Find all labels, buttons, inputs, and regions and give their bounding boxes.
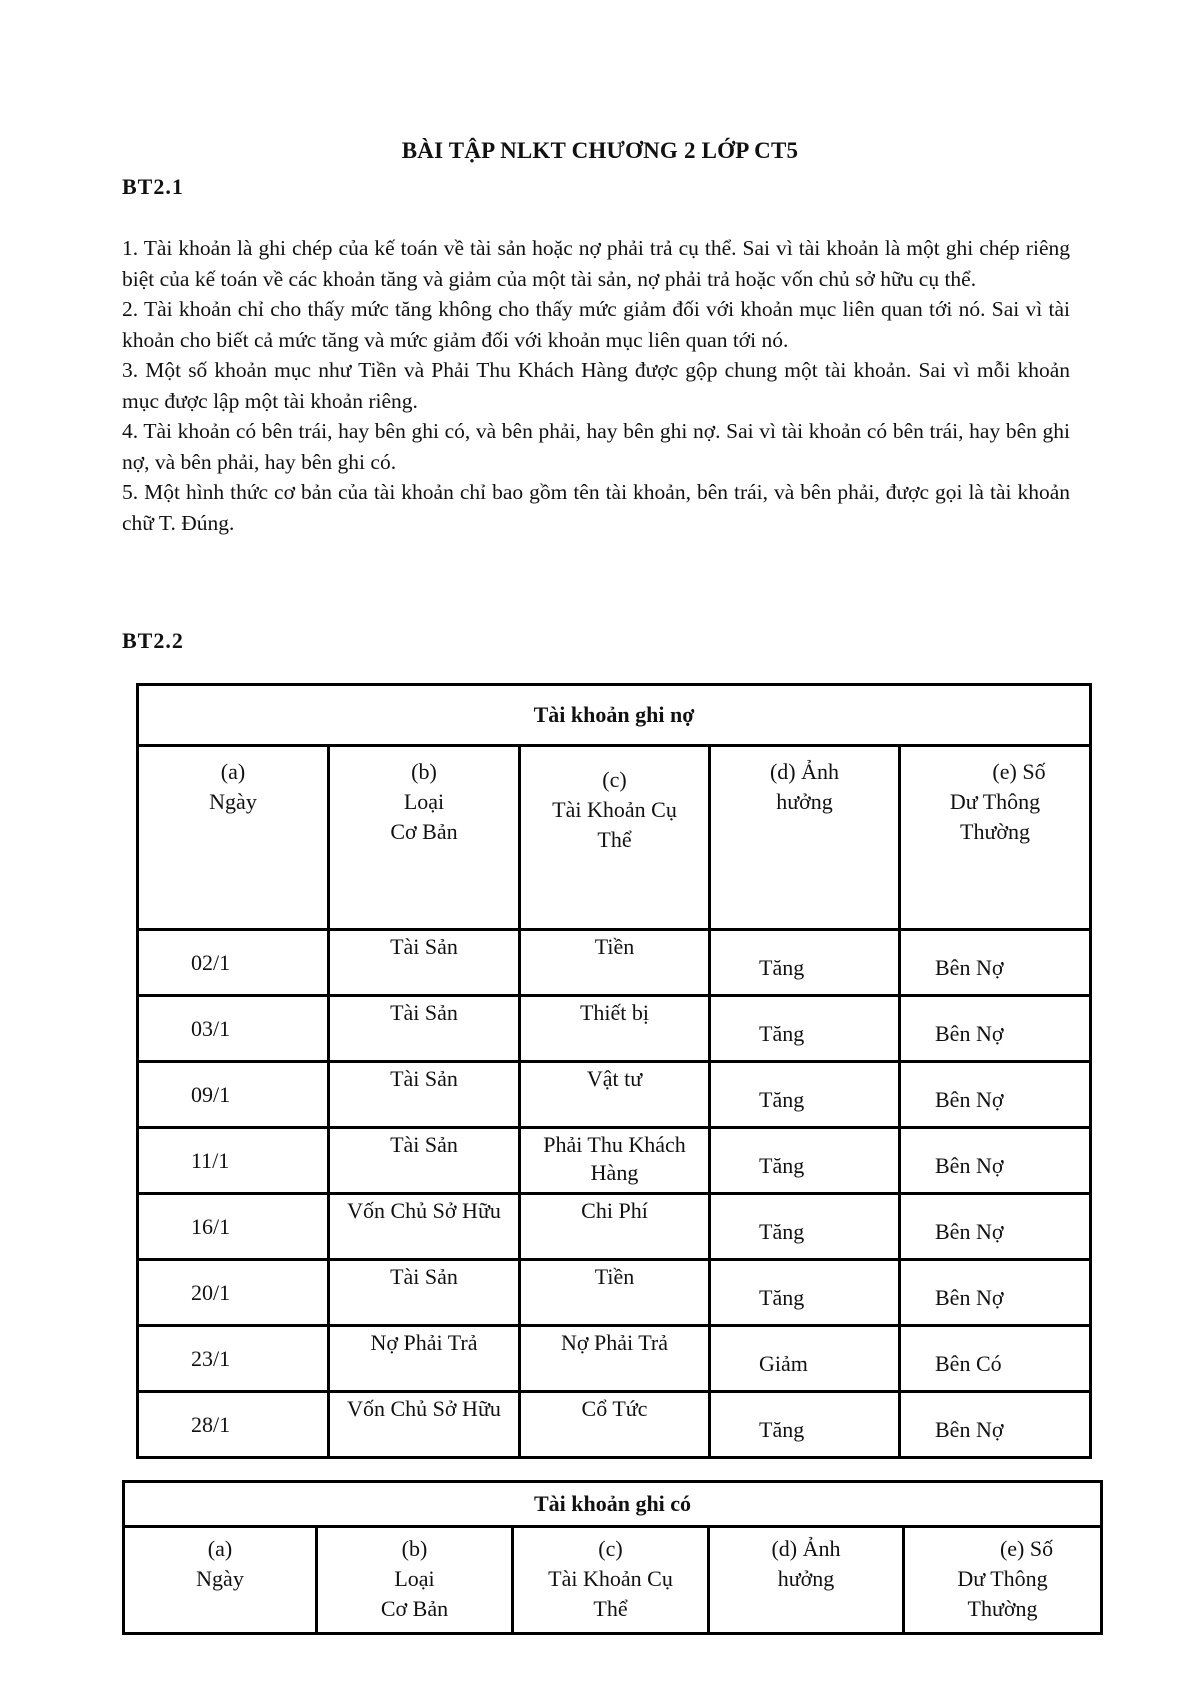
cell-normal-balance: Bên Nợ (900, 1128, 1091, 1194)
table-row (138, 1194, 1091, 1260)
cell-specific-account: Cổ Tức (520, 1392, 710, 1458)
header-basic-type: (b) Loại Cơ Bản (317, 1527, 513, 1634)
cell-basic-type: Vốn Chủ Sở Hữu (329, 1392, 520, 1458)
cell-specific-account: Phải Thu Khách Hàng (520, 1128, 710, 1194)
cell-basic-type: Tài Sản (329, 1128, 520, 1194)
answer-item: 1. Tài khoản là ghi chép của kế toán về tài sản hoặc nợ phải trả cụ thể. Sai vì tài khoản là một ghi chép riêng biệt của kế toán về các khoản tăng và giảm của một tài sản, nợ phải trả hoặc vốn chủ sở hữu cụ thể. (122, 236, 1070, 291)
table-header-row (124, 1527, 1102, 1634)
table-caption-row (138, 685, 1091, 746)
cell-normal-balance: Bên Nợ (900, 1392, 1091, 1458)
cell-basic-type: Tài Sản (329, 1260, 520, 1326)
bt21-answers (122, 233, 1070, 538)
cell-normal-balance: Bên Nợ (900, 930, 1091, 996)
answer-item: 4. Tài khoản có bên trái, hay bên ghi có, và bên phải, hay bên ghi nợ. Sai vì tài khoản có bên trái, hay bên ghi nợ, và bên phải, hay bên ghi có. (122, 419, 1070, 474)
table-row (138, 930, 1091, 996)
cell-normal-balance: Bên Nợ (900, 1194, 1091, 1260)
cell-date: 23/1 (138, 1326, 329, 1392)
cell-specific-account: Tiền (520, 930, 710, 996)
header-normal-balance: (e) Số Dư Thông Thường (900, 746, 1091, 930)
cell-effect: Tăng (710, 1392, 900, 1458)
answer-item: 3. Một số khoản mục như Tiền và Phải Thu Khách Hàng được gộp chung một tài khoản. Sai vì mỗi khoản mục được lập một tài khoản riêng. (122, 358, 1070, 413)
header-basic-type: (b) Loại Cơ Bản (329, 746, 520, 930)
cell-specific-account: Tiền (520, 1260, 710, 1326)
section-heading-bt22: BT2.2 (122, 628, 184, 653)
header-effect: (d) Ảnh hưởng (710, 746, 900, 930)
header-specific-account: (c) Tài Khoản Cụ Thể (520, 746, 710, 930)
debit-account-table (136, 683, 1092, 1459)
debit-table-body (138, 930, 1091, 1458)
cell-date: 03/1 (138, 996, 329, 1062)
cell-basic-type: Vốn Chủ Sở Hữu (329, 1194, 520, 1260)
cell-date: 09/1 (138, 1062, 329, 1128)
page-title: BÀI TẬP NLKT CHƯƠNG 2 LỚP CT5 (401, 138, 799, 163)
header-date: (a) Ngày (124, 1527, 317, 1634)
section-heading-bt21: BT2.1 (122, 174, 184, 199)
cell-normal-balance: Bên Nợ (900, 996, 1091, 1062)
cell-basic-type: Tài Sản (329, 996, 520, 1062)
cell-effect: Tăng (710, 1128, 900, 1194)
cell-normal-balance: Bên Nợ (900, 1062, 1091, 1128)
table-caption-row (124, 1482, 1102, 1527)
cell-specific-account: Nợ Phải Trả (520, 1326, 710, 1392)
cell-effect: Giảm (710, 1326, 900, 1392)
table-row (138, 1326, 1091, 1392)
cell-date: 11/1 (138, 1128, 329, 1194)
cell-effect: Tăng (710, 1062, 900, 1128)
header-effect: (d) Ảnh hưởng (709, 1527, 904, 1634)
cell-date: 16/1 (138, 1194, 329, 1260)
cell-date: 02/1 (138, 930, 329, 996)
cell-specific-account: Chi Phí (520, 1194, 710, 1260)
cell-basic-type: Tài Sản (329, 930, 520, 996)
cell-normal-balance: Bên Nợ (900, 1260, 1091, 1326)
cell-effect: Tăng (710, 996, 900, 1062)
header-normal-balance: (e) Số Dư Thông Thường (904, 1527, 1102, 1634)
answer-item: 2. Tài khoản chỉ cho thấy mức tăng không cho thấy mức giảm đối với khoản mục liên quan tới nó. Sai vì tài khoản cho biết cả mức tăng và mức giảm đối với khoản mục liên quan tới nó. (122, 297, 1070, 352)
cell-effect: Tăng (710, 1260, 900, 1326)
cell-normal-balance: Bên Có (900, 1326, 1091, 1392)
cell-date: 28/1 (138, 1392, 329, 1458)
cell-effect: Tăng (710, 1194, 900, 1260)
credit-account-table (122, 1480, 1103, 1635)
table-header-row (138, 746, 1091, 930)
table-caption: Tài khoản ghi có (124, 1482, 1102, 1527)
table-row (138, 996, 1091, 1062)
answer-item: 5. Một hình thức cơ bản của tài khoản chỉ bao gồm tên tài khoản, bên trái, và bên phải, được gọi là tài khoản chữ T. Đúng. (122, 480, 1070, 535)
cell-specific-account: Thiết bị (520, 996, 710, 1062)
cell-effect: Tăng (710, 930, 900, 996)
cell-basic-type: Tài Sản (329, 1062, 520, 1128)
table-caption: Tài khoản ghi nợ (138, 685, 1091, 746)
header-date: (a) Ngày (138, 746, 329, 930)
table-row (138, 1260, 1091, 1326)
cell-specific-account: Vật tư (520, 1062, 710, 1128)
header-specific-account: (c) Tài Khoản Cụ Thể (513, 1527, 709, 1634)
table-row (138, 1128, 1091, 1194)
cell-date: 20/1 (138, 1260, 329, 1326)
table-row (138, 1062, 1091, 1128)
table-row (138, 1392, 1091, 1458)
cell-basic-type: Nợ Phải Trả (329, 1326, 520, 1392)
